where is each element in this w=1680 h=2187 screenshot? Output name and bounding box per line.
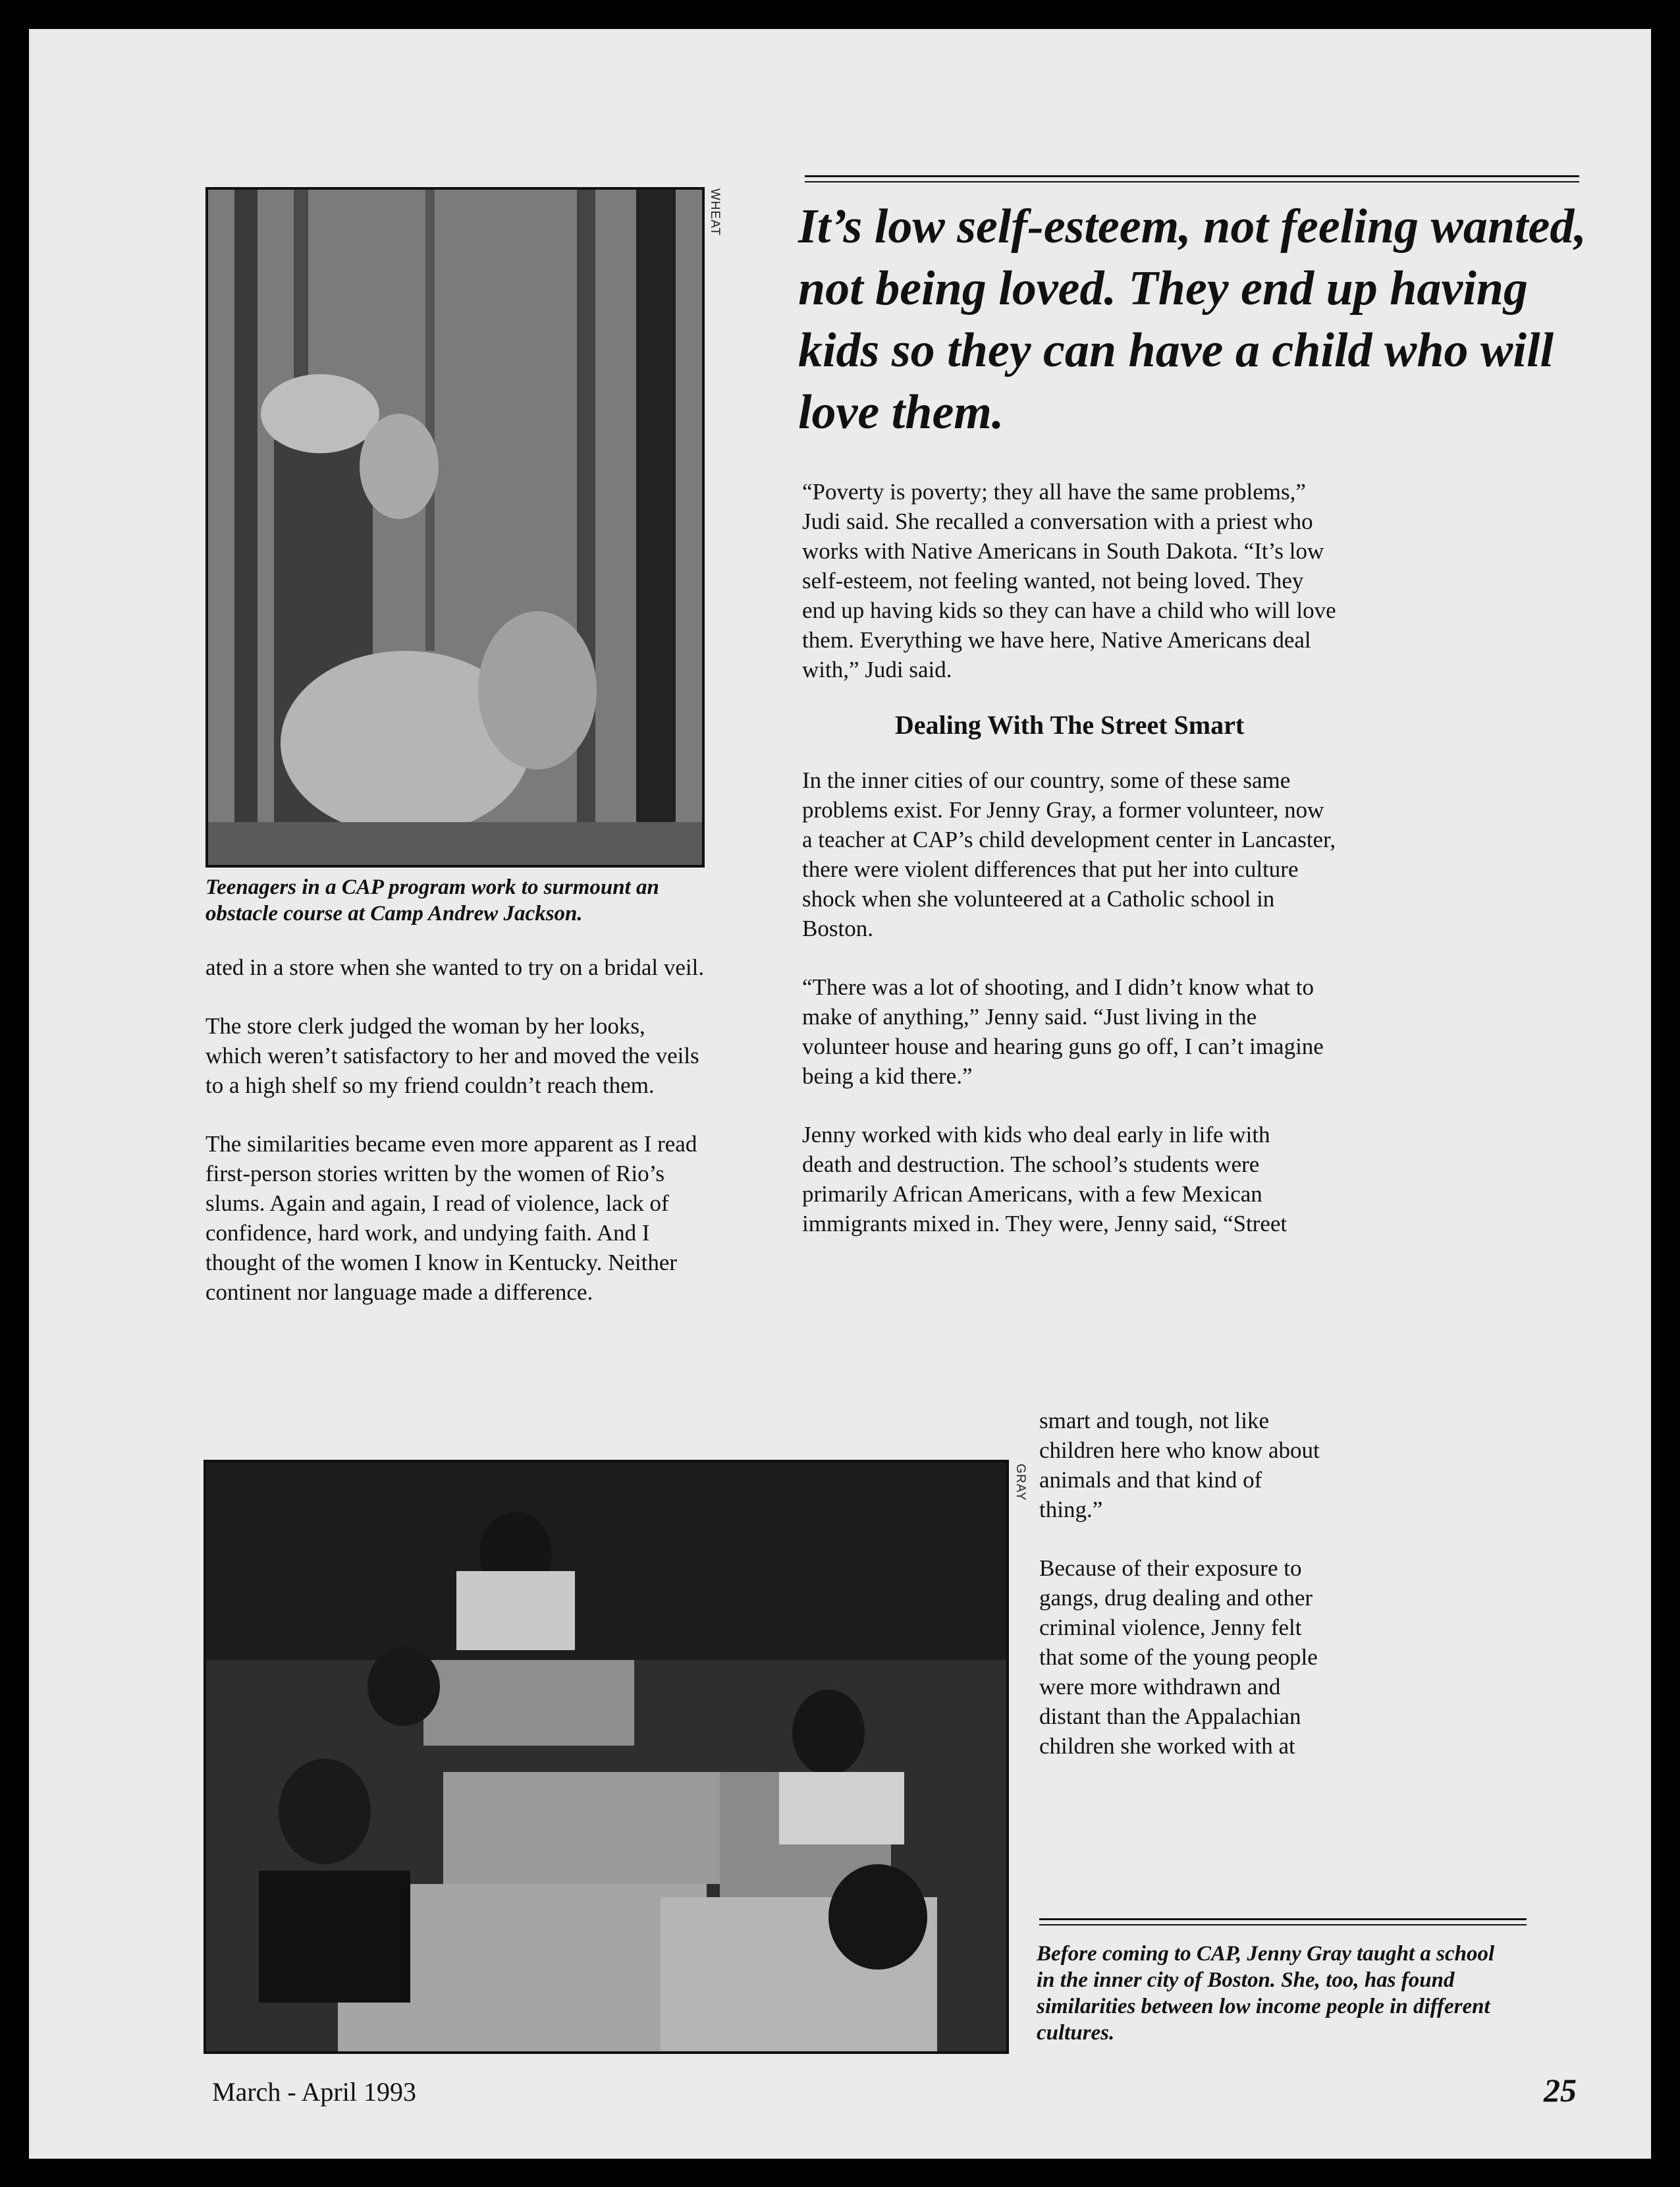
right-column	[802, 477, 1337, 1238]
classroom-photo-graphic	[206, 1462, 1006, 2051]
paragraph: “Poverty is poverty; they all have the same problems,” Judi said. She recalled a conversation with a priest who works with Native Americans in South Dakota. “It’s low self-esteem, not feeling wanted, not being loved. They end up having kids so they can have a child who will love them. Everything we have here, Native Americans deal with,” Judi said.	[802, 479, 1336, 682]
issue-date: March - April 1993	[212, 2077, 416, 2107]
magazine-page	[29, 29, 1651, 2159]
paragraph: The store clerk judged the woman by her looks, which weren’t satisfactory to her and moved the veils to a high shelf so my friend couldn’t reach them.	[205, 1013, 699, 1098]
caption-rule	[1039, 1918, 1527, 1925]
photo-caption-classroom: Before coming to CAP, Jenny Gray taught a school in the inner city of Boston. She, too, has found similarities between low income people in different cultures.	[1037, 1942, 1495, 2045]
pull-quote: It’s low self-esteem, not feeling wanted, not being loved. They end up having kids so they can have a child who will love them.	[798, 200, 1586, 439]
paragraph: In the inner cities of our country, some of these same problems exist. For Jenny Gray, a former volunteer, now a teacher at CAP’s child development center in Lancaster, there were violent differences that put her into culture shock when she volunteered at a Catholic school in Boston.	[802, 767, 1336, 941]
pull-quote-rule	[805, 175, 1579, 182]
classroom-photo	[203, 1460, 1009, 2054]
photo-credit-gray: GRAY	[1014, 1464, 1027, 1501]
photo-caption-obstacle-course: Teenagers in a CAP program work to surmount an obstacle course at Camp Andrew Jackson.	[205, 875, 659, 926]
page-number: 25	[1544, 2072, 1577, 2109]
section-heading: Dealing With The Street Smart	[894, 710, 1245, 740]
paragraph: “There was a lot of shooting, and I didn’t know what to make of anything,” Jenny said. “Just living in the volunteer house and hearing guns go off, I can’t imagine being a kid there.”	[802, 974, 1324, 1089]
photo-credit-wheat: WHEAT	[708, 188, 722, 236]
narrow-column	[1039, 1406, 1329, 1761]
obstacle-course-photo	[205, 187, 705, 868]
paragraph: ated in a store when she wanted to try on a bridal veil.	[205, 955, 705, 980]
left-column	[205, 953, 706, 1307]
paragraph: smart and tough, not like children here who know about animals and that kind of thing.”	[1039, 1408, 1320, 1522]
paragraph: Because of their exposure to gangs, drug dealing and other criminal violence, Jenny felt that some of the young people were more withdrawn and distant than the Appalachian children she worked with at	[1039, 1555, 1318, 1759]
forest-photo-graphic	[208, 190, 702, 865]
paragraph: Jenny worked with kids who deal early in life with death and destruction. The school’s students were primarily African Americans, with a few Mexican immigrants mixed in. They were, Jenny said, “Street	[802, 1122, 1287, 1236]
paragraph: The similarities became even more apparent as I read first-person stories written by the women of Rio’s slums. Again and again, I read of violence, lack of confidence, hard work, and undying faith. And I thought of the women I know in Kentucky. Neither continent nor language made a difference.	[205, 1131, 697, 1305]
